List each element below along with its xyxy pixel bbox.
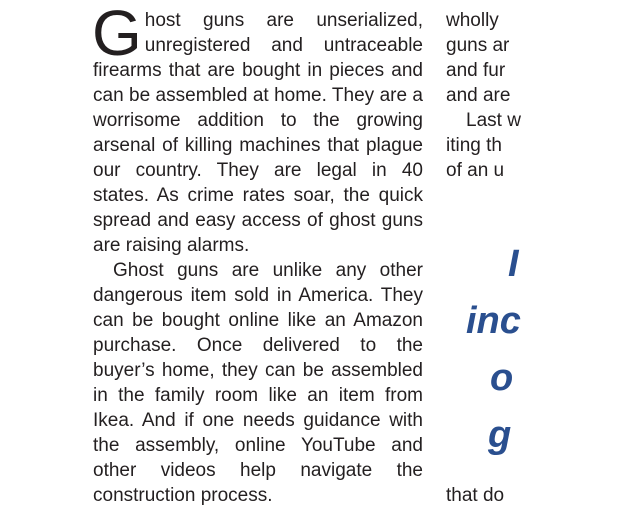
pull-quote	[440, 236, 640, 464]
left-column	[92, 0, 423, 508]
paragraph-1-text: host guns are unserialized, unregistered and untraceable firearms that are bought in pieces and can be assembled at home. They are a worrisome addition to the growing arsenal of killing machines that plague our country. They are legal in 40 states. As crime rates soar, the quick spread and easy access of ghost guns are raising alarms.	[93, 10, 423, 256]
right-column	[446, 8, 566, 183]
paragraph-2: Ghost guns are unlike any other dangerous item sold in America. They can be bought online like an Amazon purchase. Once delivered to the buyer’s home, they can be assembled in the family room like an item from Ikea. And if one needs guidance with the assembly, online YouTube and other videos help navigate the construction process.	[93, 260, 423, 506]
pull-quote-line: g	[488, 414, 512, 456]
pull-quote-line: I	[508, 243, 519, 285]
right-column-line: guns ar	[446, 35, 510, 56]
pull-quote-line: o	[490, 357, 514, 399]
right-column-line: and fur	[446, 60, 506, 81]
right-column-line: iting th	[446, 135, 502, 156]
right-column-line: wholly	[446, 10, 499, 31]
right-column-bottom-line: that do	[446, 485, 505, 506]
paragraph-1	[92, 0, 423, 258]
pull-quote-line: inc	[466, 300, 521, 342]
right-column-line: Last w	[466, 110, 521, 131]
right-column-line: and are	[446, 85, 511, 106]
drop-cap: G	[92, 0, 142, 69]
right-column-line: of an u	[446, 160, 505, 181]
